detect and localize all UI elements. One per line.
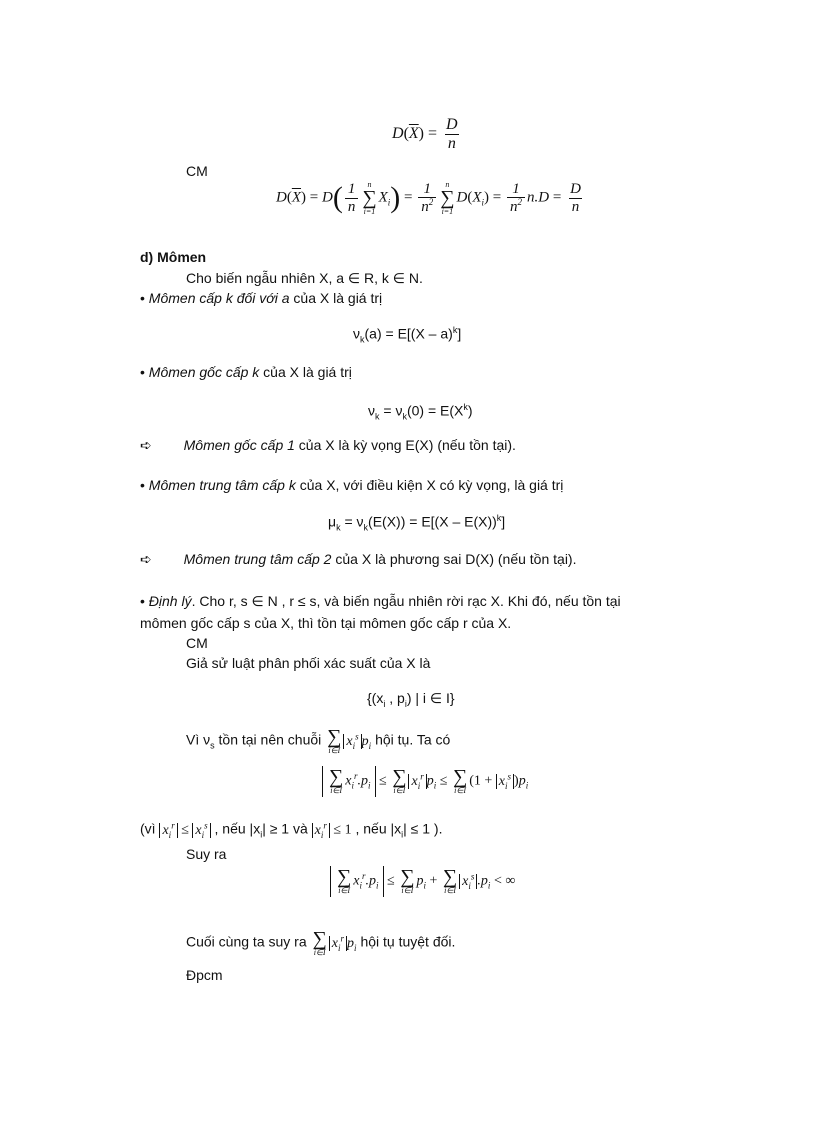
- theorem-line-1: • Định lý. Cho r, s ∈ N , r ≤ s, và biến ngẫu nhiên rời rạc X. Khi đó, nếu tồn tại: [140, 593, 621, 609]
- condition-line: (vì $x_i^r \le x_i^s$ , nếu $|x_i| \ge 1$ và $x_i^r \le 1$ , nếu $|x_i| \le 1$ ).: [140, 820, 443, 840]
- definition-raw-moment: • Mômen gốc cấp k của X là giá trị: [140, 364, 352, 380]
- note-first-moment: ➪ Mômen gốc cấp 1 của X là kỳ vọng E(X) (nếu tồn tại).: [140, 437, 516, 453]
- suy-ra-label: Suy ra: [186, 846, 227, 862]
- formula-variance-mean: $D(\overline{X})$ = $\frac{D}{n}$: [392, 116, 458, 152]
- theorem-line-2: mômen gốc cấp s của X, thì tồn tại mômen gốc cấp r của X.: [140, 615, 512, 631]
- intro-text: Cho biến ngẫu nhiên X, a ∈ R, k ∈ N.: [186, 270, 423, 286]
- equation-moment-about-a: $\nu_k(a) = E[(X - a)^k]$: [353, 325, 462, 345]
- formula-variance-proof: $D(\overline{X}) = D$( $\frac{1}{n}$ n ∑ i=1 $X_i$) = $\frac{1}{n^2}$ n ∑ i=1 $D(X_i)$ = $\frac{1}{n^2}$ n.D = $\frac{D}{n}$: [276, 180, 581, 216]
- qed-label: Đpcm: [186, 967, 223, 983]
- proof-distribution-line: Giả sử luật phân phối xác suất của X là: [186, 655, 431, 671]
- cm-label-2: CM: [186, 635, 208, 651]
- arrow-bullet-icon: ➪: [140, 551, 152, 567]
- since-series-line: Vì $\nu_s$ tồn tại nên chuỗi ∑ i∈I $x_i^s$ $p_i$ hội tụ. Ta có: [186, 726, 451, 755]
- note-second-central-moment: ➪ Mômen trung tâm cấp 2 của X là phương sai D(X) (nếu tồn tại).: [140, 551, 577, 567]
- inequality-series: ∑ i∈I $x_i^r.p_i$ ≤ ∑ i∈I $x_i^r$ $p_i$ ≤ ∑ i∈I ($1 + x_i^s$ )$p_i$: [322, 766, 528, 797]
- section-title: d) Mômen: [140, 249, 207, 265]
- equation-central-moment: $\mu_k = \nu_k(E(X)) = E[(X - E(X))^k]$: [328, 513, 506, 533]
- distribution-set: {($x_i$ , $p_i$) | i ∈ I}: [367, 690, 455, 709]
- term-moment-about-a: Mômen cấp k đối với a: [148, 290, 290, 306]
- inequality-finite: ∑ i∈I $x_i^r.p_i$ ≤ ∑ i∈I $p_i$ + ∑ i∈I $x_i^s$ $.p_i$ < ∞: [330, 866, 515, 897]
- arrow-bullet-icon: ➪: [140, 437, 152, 453]
- cm-label: CM: [186, 163, 208, 179]
- conclusion-line: Cuối cùng ta suy ra ∑ i∈I $x_i^r$ $p_i$ hội tụ tuyệt đối.: [186, 928, 456, 957]
- definition-central-moment: • Mômen trung tâm cấp k của X, với điều kiện X có kỳ vọng, là giá trị: [140, 477, 564, 493]
- definition-moment-about-a: • Mômen cấp k đối với a của X là giá trị: [140, 290, 383, 306]
- equation-raw-moment: $\nu_k = \nu_k(0) = E(X^k)$: [368, 402, 473, 422]
